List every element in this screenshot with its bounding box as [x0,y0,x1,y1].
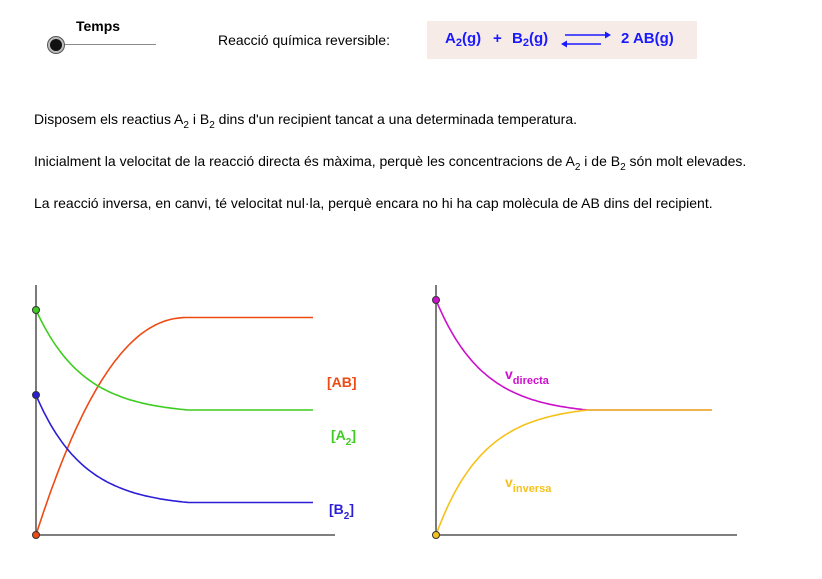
chart0-label-[A2]-sub: 2 [345,437,352,448]
chart1-label-v_inversa-sub: inversa [512,483,552,495]
chart1-label-v_inversa [505,474,552,495]
reaction-label: Reacció química reversible: [218,32,390,48]
chart0-label-[B2] [329,501,354,522]
equation-reactant2: $B_2(g)$ [512,30,549,49]
paragraph-1: Disposem els reactius $A_2$ i $B_2$ dins d'un recipient tancat a una determinada temperatura. [34,111,577,131]
chart0-point-[AB]-start [33,532,40,539]
slider-label: Temps [76,18,121,34]
chart0-series-[A2] [36,310,313,410]
equation-plus: + [493,30,502,47]
chart0-label-[AB]-main: [AB] [327,374,357,390]
chart0-label-[B2]-sub: 2 [343,511,350,522]
chart0-label-[A2]-close: ] [351,427,357,443]
chart1-label-v_directa [505,366,550,387]
paragraph-2: Inicialment la velocitat de la reacció directa és màxima, perquè les concentracions de $A_2$ i de $B_2$ són molt elevades. [34,153,747,173]
chart0-point-[B2]-start [33,392,40,399]
chart1-point-v_inversa-start [433,532,440,539]
chart0-point-[A2]-start [33,307,40,314]
chart0-label-[B2]-close: ] [349,501,355,517]
chart1-label-v_directa-sub: directa [512,375,549,387]
chart0-label-[AB] [327,374,357,390]
chart0-label-[A2]-main: [A [331,427,346,443]
chart1-series-v_directa [436,300,712,410]
chart1-series-v_inversa [436,410,712,535]
chart1-label-v_directa-main: v [505,366,513,382]
equation-product: 2 AB(g) [621,30,674,47]
chart1-point-v_directa-start [433,297,440,304]
chart0-label-[A2] [331,427,356,448]
chart1-label-v_inversa-main: v [505,474,513,490]
chart0-series-[B2] [36,395,313,503]
chart0-label-[B2]-main: [B [329,501,344,517]
paragraph-3: La reacció inversa, en canvi, té velocitat nul·la, perquè encara no hi ha cap molècula de AB dins del recipient. [34,195,713,211]
equation-reactant1: $A_2(g)$ [445,30,482,49]
